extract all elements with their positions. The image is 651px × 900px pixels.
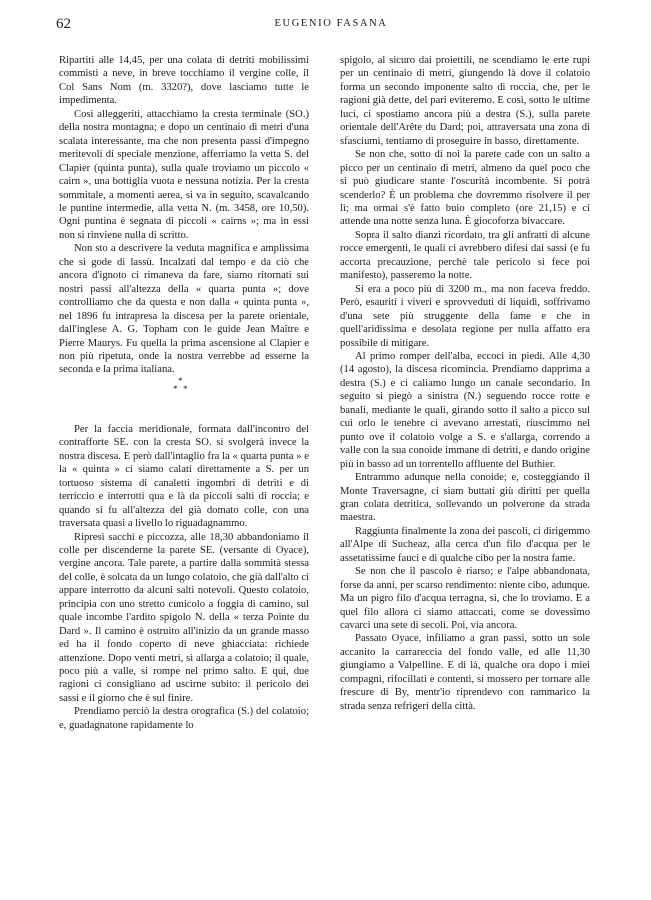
section-separator <box>59 377 309 423</box>
page-header <box>56 16 606 34</box>
asterism-star: * <box>173 383 178 394</box>
paragraph: Se non che, sotto di noi la parete cade con un salto a picco per un centinaio di metri, almeno da quel poco che si può giudicare stante l'oscurità incombente. Si potrà scenderlo? È un problema che dovremmo risolvere il per lì; ma ormai s'è fatto buio completo (ore 21,15) e ci attende una notte senza luna. È giocoforza bivaccare. <box>340 149 590 228</box>
paragraph: spigolo, al sicuro dai proiettili, ne scendiamo le erte rupi per un centinaio di metri, giungendo là dove il colatoio forma un secondo imponente salto di roccia, che, per le ragioni già dette, del pari eviteremo. E così, sotto le ultime luci, ci spostiamo ancora più a destra (S.), sulla parete orientale dell'Arête du Dard; poi, attraversata una zona di sfasciumi, tentiamo di proseguire in basso, direttamente. <box>340 55 590 147</box>
paragraph: Se non che il pascolo è riarso; e l'alpe abbandonata, forse da anni, per scarso rendimento: niente cibo, adunque. Ma un pigro filo d'acqua terragna, sì, che lo troviamo. E a quel filo allora ci siamo attaccati, come se dovessimo cavarci una sete di secoli. Poi, via ancora. <box>340 566 590 632</box>
right-column <box>340 54 590 713</box>
paragraph: Ripartiti alle 14,45, per una colata di detriti mobilissimi commisti a neve, in breve tocchiamo il vergine colle, il Col Sans Nom (m. 3320?), dove lasciamo tutte le impedimenta. <box>59 55 309 107</box>
running-head: EUGENIO FASANA <box>274 18 388 29</box>
paragraph: Si era a poco più di 3200 m., ma non faceva freddo. Però, esauriti i viveri e sprovveduti di liquidi, soffrivamo d'una sete più struggente della fame e che in quell'aridissima e desolata regione per nulla affatto era possibile di mitigare. <box>340 283 590 349</box>
page-number: 62 <box>56 16 71 32</box>
left-column <box>59 54 309 732</box>
paragraph: Ripresi sacchi e piccozza, alle 18,30 abbandoniamo il colle per discenderne la parete SE. (versante di Oyace), vergine ancora. Tale parete, a partire dalla sommità stessa del colle, è solcata da un lungo colatoio, che già dall'alto ci appare interrotto da alcuni salti notevoli. Questo colatoio, principia con uno stretto cunicolo a foggia di camino, sul quale incombe l'ardito spigolo N. della « terza Pointe du Dard ». Il camino è ostruito all'inizio da un grande masso ed ha il fondo coperto di neve ghiacciata: richiede attenzione. Dopo venti metri, si allarga a colatoio; il quale, poco più a valle, si rompe nel primo salto. E qui, due ragioni ci consigliano ad uscirne subito: il pericolo dei sassi e il giorno che è sul finire. <box>59 531 309 704</box>
paragraph: Sopra il salto dianzi ricordato, tra gli anfratti di alcune rocce emergenti, le quali ci avrebbero difesi dai sassi (e fu accorta precauzione, perchè tale pericolo si fece poi manifesto), passeremo la notte. <box>340 229 590 282</box>
paragraph: Prendiamo perciò la destra orografica (S.) del colatoio; e, guadagnatone rapidamente lo <box>59 706 309 731</box>
paragraph: Entrammo adunque nella conoide; e, costeggiando il Monte Traversagne, ci siam buttati giù diritti per quella gran colata detritica, sollevando un polverone da strada maestra. <box>340 472 590 524</box>
paragraph: Non sto a descrivere la veduta magnifica e amplissima che si gode di lassù. Incalzati dal tempo e da ciò che ancora d'ignoto ci rimaneva da fare, siamo ritornati sui nostri passi all'altezza della « quarta punta »; dove controlliamo che da questa e non dalla « quinta punta », nel 1896 fu intrapresa la discesa per la parete orientale, dall'inglese A. G. Topham con le guide Jean Maître e Pierre Maurys. Fu quella la prima ascensione al Clapier e non più ripetuta, onde la nostra verrebbe ad esserne la seconda e la prima italiana. <box>59 243 309 376</box>
paragraph: Raggiunta finalmente la zona dei pascoli, ci dirigemmo all'Alpe di Sucheaz, alla cerca d'un filo d'acqua per le assetatissime fauci e di qualche cibo per la nostra fame. <box>340 525 590 564</box>
paragraph: Al primo romper dell'alba, eccoci in piedi. Alle 4,30 (14 agosto), la discesa ricomincia. Prendiamo dapprima a destra (S.) e ci caliamo lungo un canale secondario. In seguito si piegò a sinistra (N.) seguendo rocce rotte e banali, mediante le quali, girando sotto il salto a picco sul cui orlo le tenebre ci avevano arrestati, riuscimmo nel punto ove il colatoio volge a S. e s'allarga, correndo a valle con la sua conoide immane di detriti, e dando origine più in basso ad un torrentello affluente del Buthier. <box>340 350 590 470</box>
asterism-star: * <box>178 375 183 386</box>
paragraph: Così alleggeriti, attacchiamo la cresta terminale (SO.) della nostra montagna; e dopo un centinaio di metri d'una scalata interessante, ma che non presenta passi d'impegno meritevoli di speciale menzione, afferriamo la vetta S. del Clapier (quinta punta), sulla quale troviamo un piccolo « cairn », una bottiglia vuota e nessuna notizia. Per la cresta sommitale, a momenti aerea, si va in seguito, scavalcando le puntine intermedie, alla vetta N. (m. 3458, ore 10,50). Ogni puntina è segnata di piccoli « cairns »; ma in essi non si rinviene nulla di scritto. <box>59 108 309 241</box>
paragraph: Per la faccia meridionale, formata dall'incontro del contrafforte SE. con la cresta SO. si svolgerà invece la nostra discesa. E però dall'intaglio fra la « quarta punta » e la « quinta » ci siamo calati direttamente a S. per un tortuoso sistema di canaletti ingombri di detriti e di terriccio e interrotti qua e là da piccoli salti di roccia; e quando si fu all'altezza del già domato colle, con una traversata quasi a livello lo riguadagnammo. <box>59 423 309 530</box>
asterism-star: * <box>183 383 188 394</box>
paragraph: Passato Oyace, infiliamo a gran passi, sotto un sole accanito la carrareccia del fondo valle, ed alle 11,30 giungiamo a Valpelline. E di là, qualche ora dopo i miei compagni, rifocillati e contenti, si mossero per tornare alle frescure di By, mentr'io riprendevo con rammarico la strada senza refrigeri della città. <box>340 633 590 712</box>
